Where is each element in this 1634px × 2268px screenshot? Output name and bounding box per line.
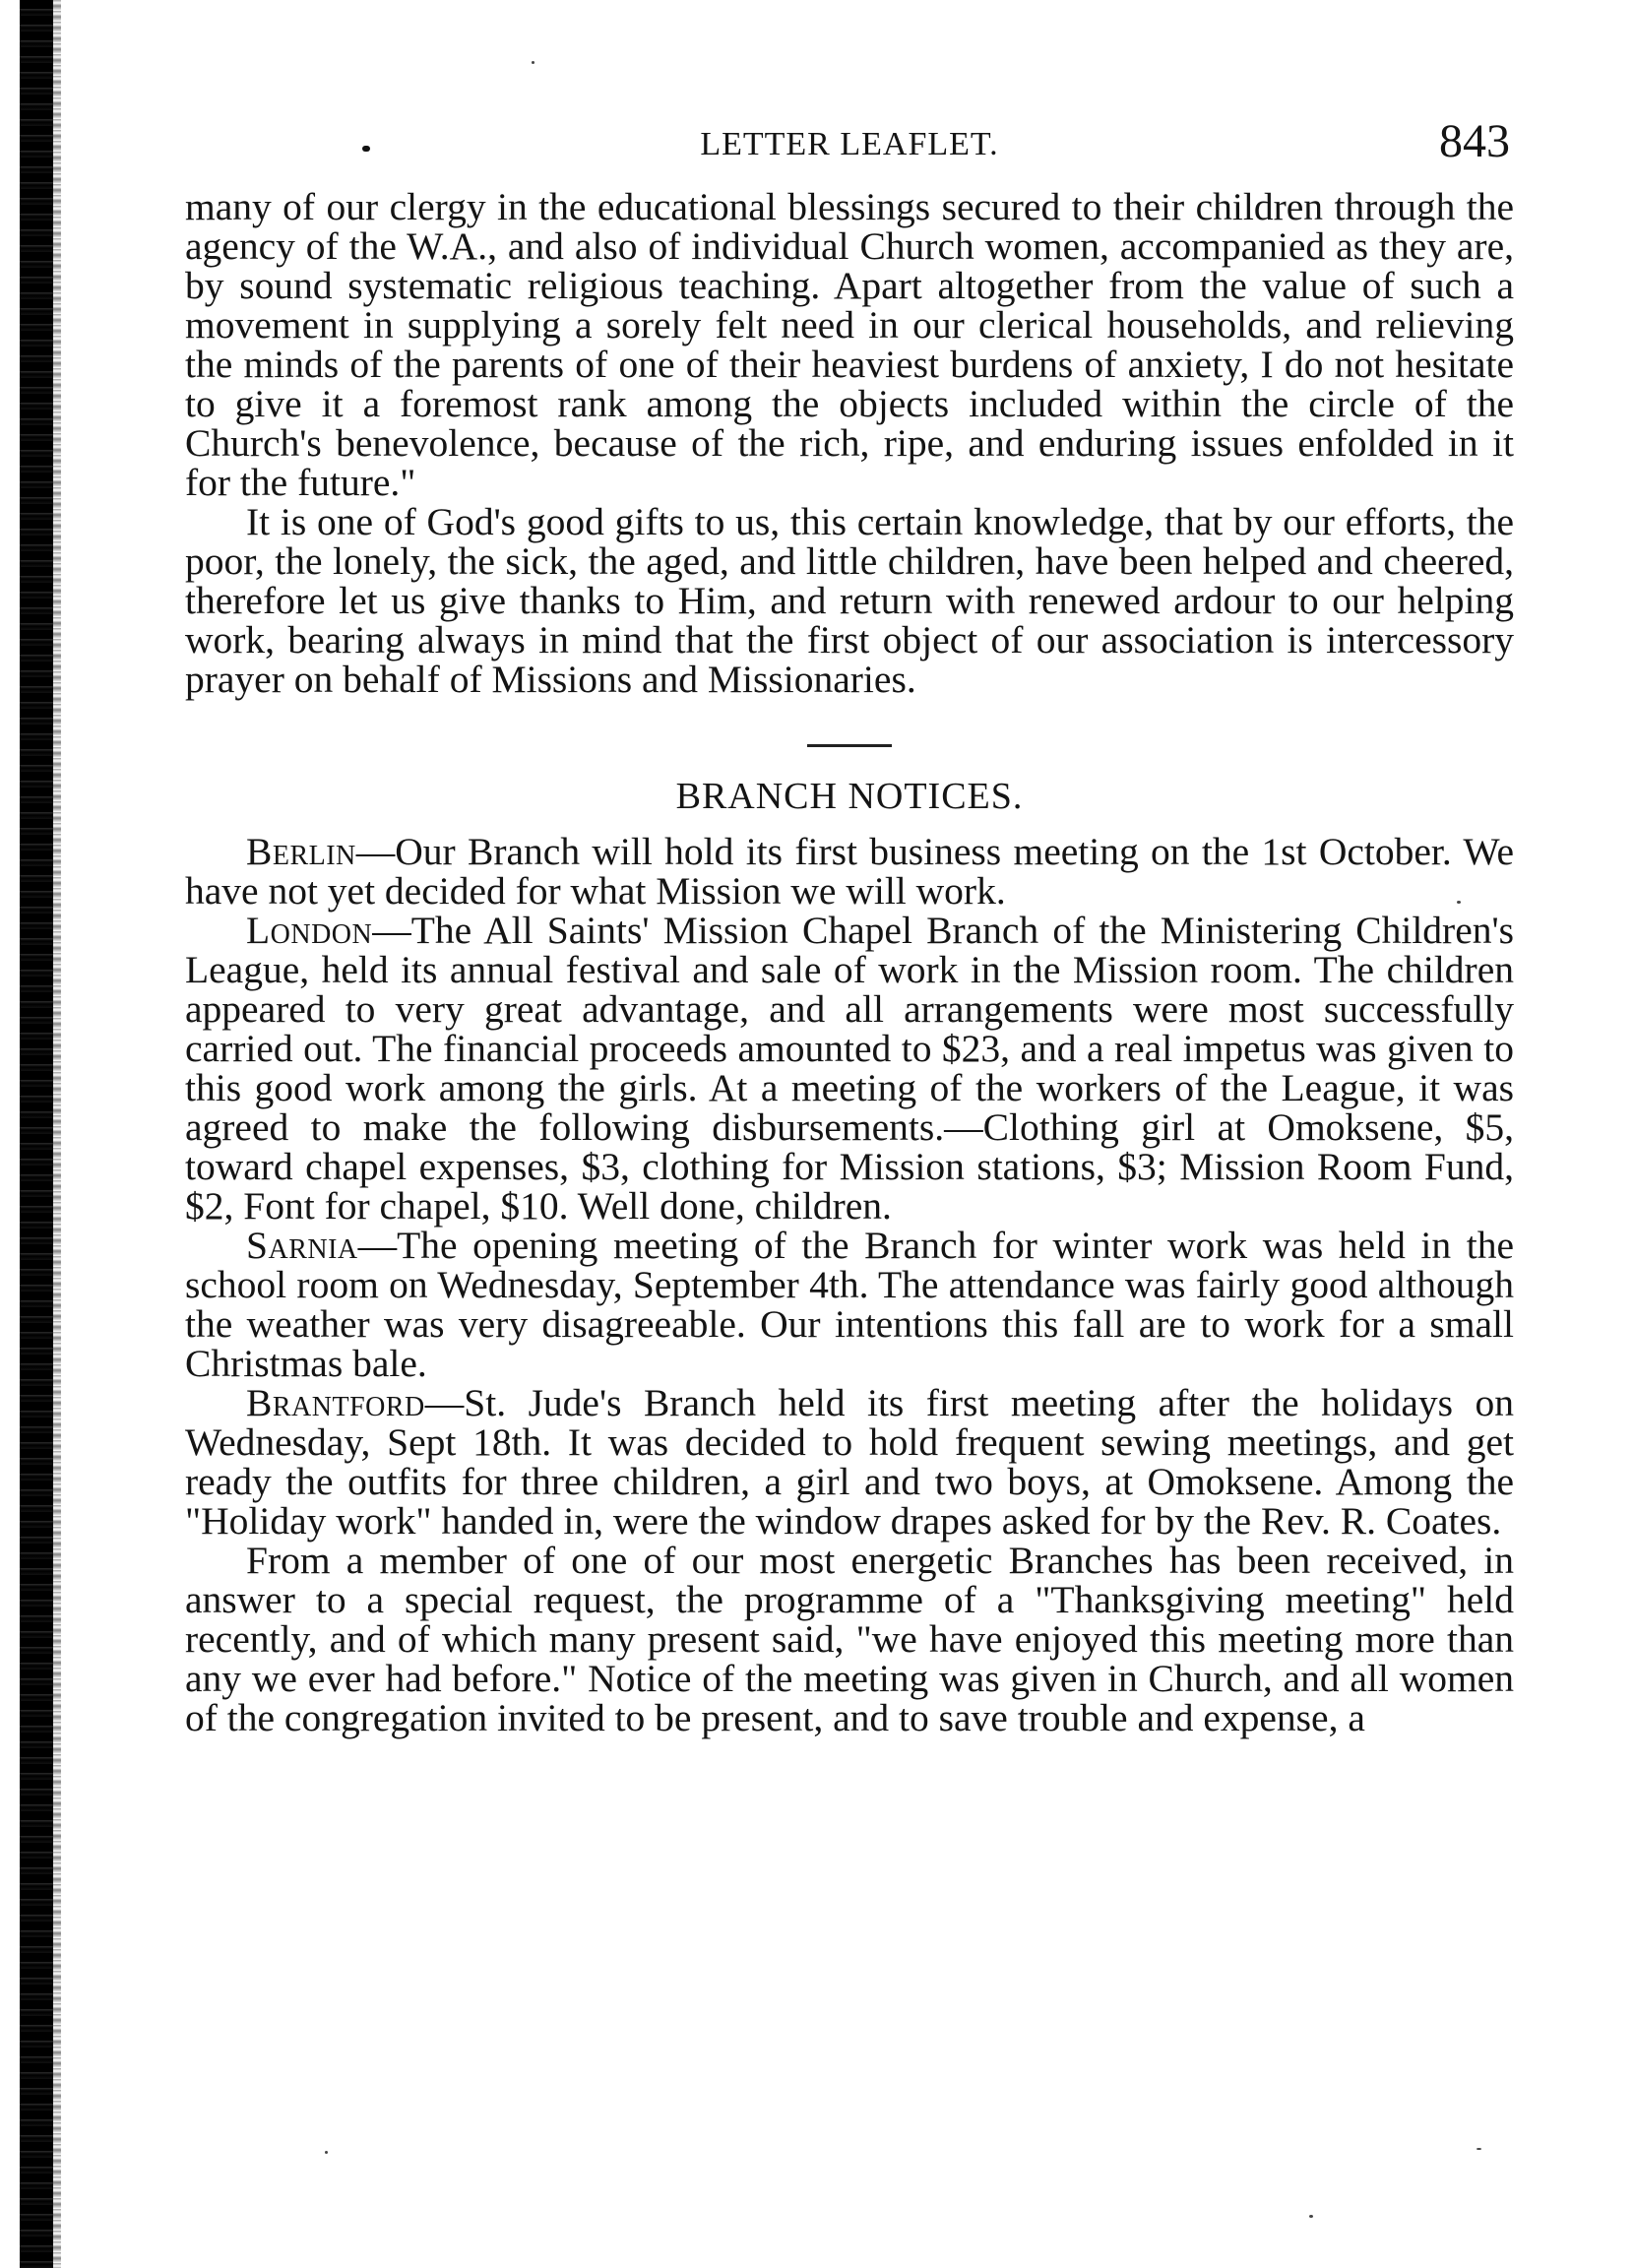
book-binding-edge (20, 0, 53, 2268)
printed-page (185, 115, 1514, 1739)
place-name: London (246, 909, 373, 952)
paragraph-thanksgiving-meeting: From a member of one of our most energetic Branches has been received, in answer to a special request, the programme of a "Thanksgiving meeting" held recently, and of which many present said, "we have enjoyed this meeting more than any we ever had before." Notice of the meeting was given in Church, and all women of the congregation invited to be present, and to save trouble and expense, a (185, 1539, 1514, 1739)
print-speck (325, 2151, 328, 2154)
notice-text: —The opening meeting of the Branch for winter work was held in the school room on Wednesday, September 4th. The attendance was fairly good although the weather was very disagreeable. Our intentions this fall are to work for a small Christmas bale. (185, 1224, 1514, 1385)
place-name: Sarnia (246, 1224, 358, 1267)
notice-london (185, 911, 1514, 1226)
section-heading: BRANCH NOTICES. (675, 776, 1024, 817)
notice-text: —Our Branch will hold its first business meeting on the 1st October. We have not yet decided for what Mission we will work. (185, 830, 1514, 913)
place-name: Berlin (246, 830, 356, 873)
running-header (185, 115, 1514, 187)
section-divider (807, 744, 892, 747)
print-speck (1457, 901, 1461, 904)
print-speck (1309, 2215, 1313, 2218)
place-name: Brantford (246, 1381, 425, 1424)
paragraph-continuation: many of our clergy in the educational blessings secured to their children through the agency of the W.A., and also of individual Church women, accompanied as they are, by sound systematic religious teaching. Apart altogether from the value of such a movement in supplying a sorely felt need in our clerical households, and relieving the minds of the parents of one of their heaviest burdens of anxiety, I do not hesitate to give it a foremost rank among the objects included within the circle of the Church's benevolence, because of the rich, ripe, and enduring issues enfolded in it for the future." (185, 185, 1514, 504)
paragraph-thanks: It is one of God's good gifts to us, this certain knowledge, that by our efforts, the poor, the lonely, the sick, the aged, and little children, have been helped and cheered, therefore let us give thanks to Him, and return with renewed ardour to our helping work, bearing always in mind that the first object of our association is intercessory prayer on behalf of Missions and Missionaries. (185, 500, 1514, 701)
notice-sarnia (185, 1226, 1514, 1383)
article-body (185, 187, 1514, 1737)
notice-text: —The All Saints' Mission Chapel Branch of the Ministering Children's League, held its annual festival and sale of work in the Mission room. The children appeared to very great advantage, and all arrangements were most successfully carried out. The financial proceeds amounted to $23, and a real impetus was given to this good work among the girls. At a meeting of the workers of the League, it was agreed to make the following disbursements.—Clothing girl at Omoksene, $5, toward chapel expenses, $3, clothing for Mission stations, $3; Mission Room Fund, $2, Font for chapel, $10. Well done, children. (185, 909, 1514, 1228)
print-speck (532, 61, 534, 64)
page-number: 843 (1439, 115, 1510, 167)
print-speck (1477, 2148, 1481, 2150)
notice-text: —St. Jude's Branch held its first meeting after the holidays on Wednesday, Sept 18th. It was decided to hold frequent sewing meetings, and get ready the outfits for three children, a girl and two boys, at Omoksene. Among the "Holiday work" handed in, were the window drapes asked for by the Rev. R. Coates. (185, 1381, 1514, 1543)
running-title: LETTER LEAFLET. (700, 126, 999, 162)
notice-berlin (185, 832, 1514, 911)
notice-brantford (185, 1383, 1514, 1541)
binding-shadow (53, 0, 61, 2268)
